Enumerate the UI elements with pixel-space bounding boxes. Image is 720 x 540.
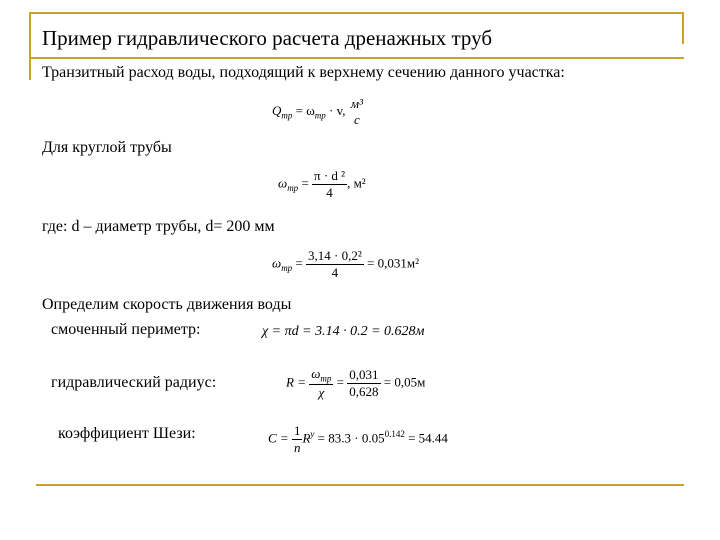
title-underline bbox=[29, 57, 684, 59]
chezy-text: коэффициент Шези: bbox=[58, 425, 196, 442]
left-rule bbox=[29, 12, 31, 80]
formula-area-value: $\omega_{тр}$ = $\frac{\text{3,14 · 0,2²}}{4}$ = 0,031м² bbox=[272, 248, 419, 280]
wetted-perimeter-text: смоченный периметр: bbox=[51, 321, 201, 338]
hydraulic-radius-text: гидравлический радиус: bbox=[51, 374, 217, 391]
bottom-rule bbox=[36, 484, 684, 486]
transit-text: Транзитный расход воды, подходящий к верхнему сечению данного участка: bbox=[42, 64, 565, 81]
round-pipe-text: Для круглой трубы bbox=[42, 139, 172, 156]
where-d-text: где: d – диаметр трубы, d= 200 мм bbox=[42, 218, 275, 235]
top-rule bbox=[29, 12, 684, 14]
formula-perimeter: χ = πd = 3.14 · 0.2 = 0.628м bbox=[262, 324, 425, 339]
page-title: Пример гидравлического расчета дренажных труб bbox=[42, 26, 493, 50]
right-rule bbox=[682, 12, 684, 44]
formula-hydraulic-radius: R = $\frac{\omega_{тр}}{\chi}$ = $\frac{0,031}{0,628}$ = 0,05м bbox=[286, 366, 426, 400]
formula-chezy: C = $\frac{1}{n}$ $R^y = 83.3 \cdot 0.05^{0.142} = 54.44$ bbox=[268, 423, 448, 455]
formula-area: $\omega_{тр}$ = $\frac{\text{π · d ²}}{4}$ , м² bbox=[278, 168, 366, 200]
define-speed-text: Определим скорость движения воды bbox=[42, 296, 292, 313]
formula-transit-flow: $Q_{тр} = \omega_{тр} \cdot v$, м³ c bbox=[272, 96, 363, 127]
